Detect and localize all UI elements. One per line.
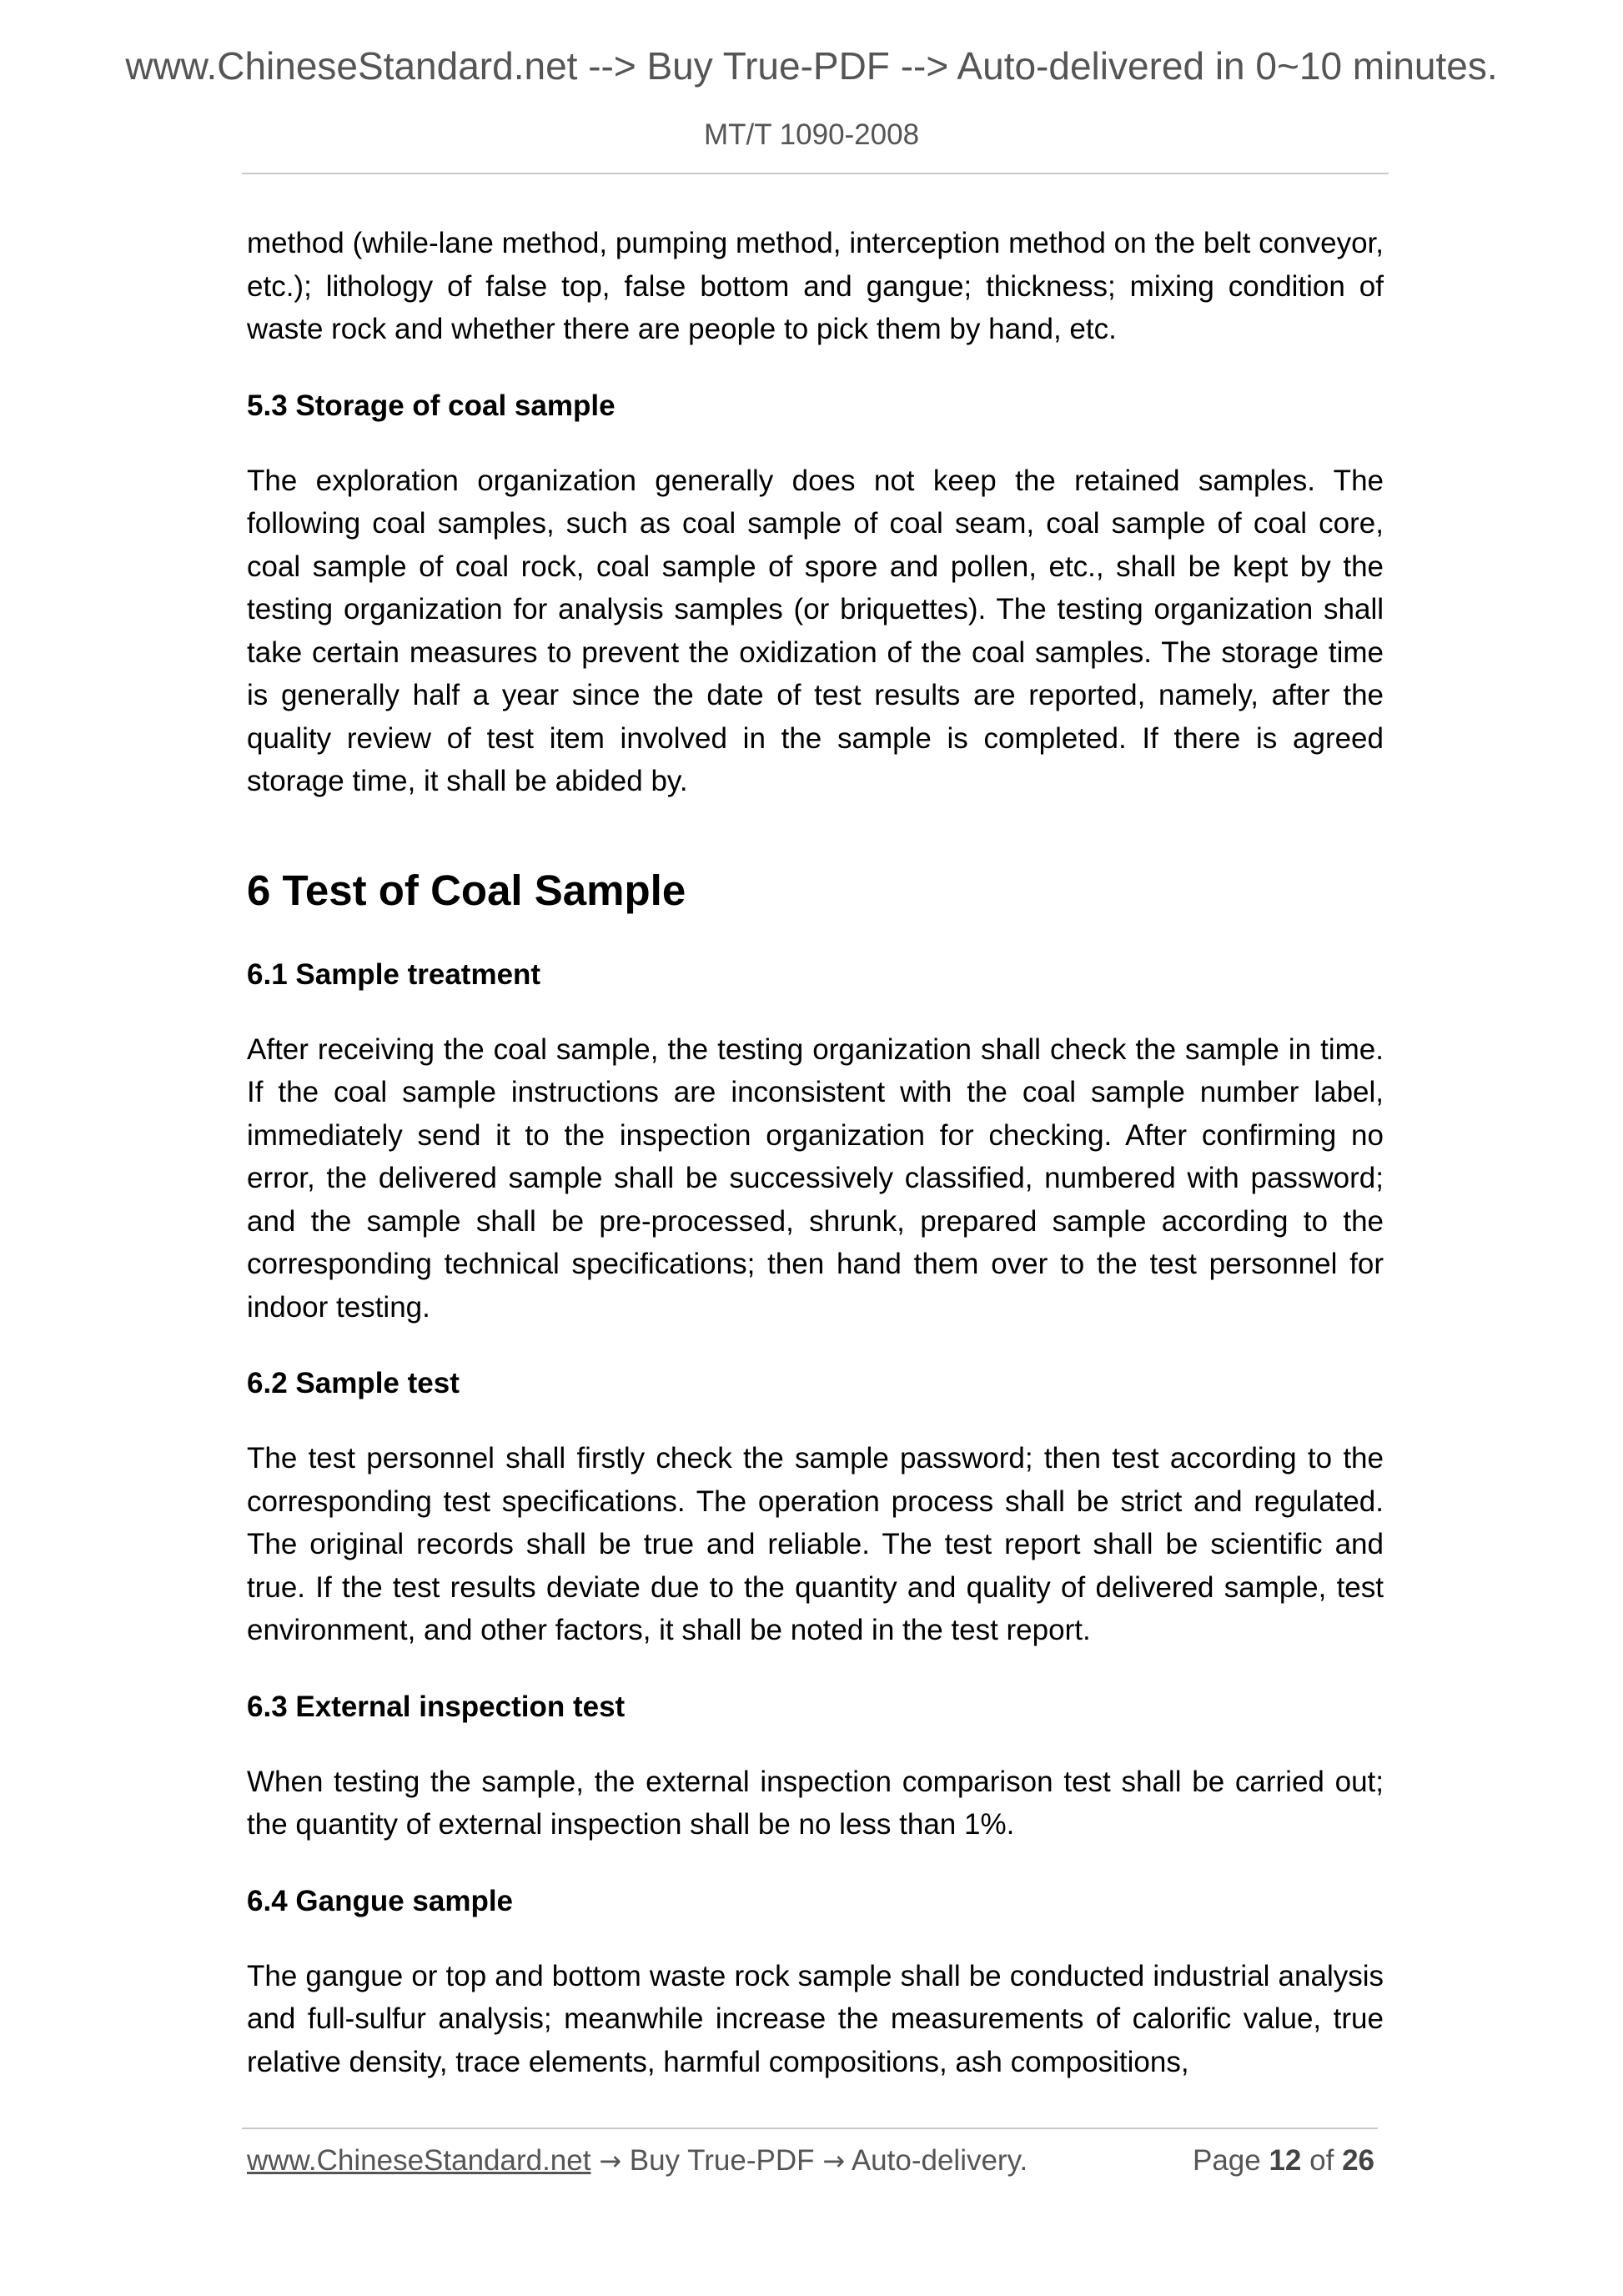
footer-divider <box>242 2128 1378 2129</box>
section-5-3-text: The exploration organization generally does not keep the retained samples. The following coal samples, such as coal sample of coal seam, coal sample of coal core, coal sample of coal rock, coal sample of spore and pollen, etc., shall be kept by the testing organization for analysis samples (or briquettes). The testing organization shall take certain measures to prevent the oxidization of the coal samples. The storage time is generally half a year since the date of test results are reported, namely, after the quality review of test item involved in the sample is completed. If there is agreed storage time, it shall be abided by. <box>247 464 1384 797</box>
page-word: Page <box>1192 2144 1261 2177</box>
section-6-1-text: After receiving the coal sample, the testing organization shall check the sample in time. If the coal sample instructions are inconsistent with the coal sample number label, immediately send it to the inspection organization for checking. After confirming no error, the delivered sample shall be successively classified, numbered with password; and the sample shall be pre-processed, shrunk, prepared sample according to the corresponding technical specifications; then hand them over to the test personnel for indoor testing. <box>247 1032 1384 1324</box>
section-6-2-heading: 6.2 Sample test <box>247 1367 460 1399</box>
page-indicator <box>1193 2144 1374 2178</box>
section-6-2-text: The test personnel shall firstly check the sample password; then test according to the corresponding test specifications. The operation process shall be strict and regulated. The original records shall be true and reliable. The test report shall be scientific and true. If the test results deviate due to the quantity and quality of delivered sample, test environment, and other factors, it shall be noted in the test report. <box>247 1442 1384 1646</box>
chapter-6-heading: 6 Test of Coal Sample <box>247 866 686 914</box>
of-word: of <box>1309 2144 1334 2177</box>
arrow-right-icon: → <box>599 2145 622 2177</box>
section-6-3-text: When testing the sample, the external inspection comparison test shall be carried out; the quantity of external inspection shall be no less than 1%. <box>247 1765 1384 1841</box>
section-6-3-heading: 6.3 External inspection test <box>247 1690 626 1723</box>
arrow-right-icon: → <box>822 2145 846 2177</box>
auto-delivery-text: Auto-delivery. <box>851 2144 1028 2177</box>
header-divider <box>242 173 1389 174</box>
section-6-4-heading: 6.4 Gangue sample <box>247 1884 514 1917</box>
site-link[interactable]: www.ChineseStandard.net <box>247 2144 591 2177</box>
section-6-4-text: The gangue or top and bottom waste rock sample shall be conducted industrial analysis and full-sulfur analysis; meanwhile increase the measurements of calorific value, true relative density, trace elements, harmful compositions, ash compositions, <box>247 1959 1384 2078</box>
site-banner: www.ChineseStandard.net --> Buy True-PDF --> Auto-delivered in 0~10 minutes. <box>125 44 1498 88</box>
page-total: 26 <box>1342 2144 1374 2177</box>
standard-code: MT/T 1090-2008 <box>703 118 920 151</box>
page-footer <box>247 2144 1378 2178</box>
document-body <box>247 222 1384 2083</box>
buy-pdf-text: Buy True-PDF <box>629 2144 815 2177</box>
section-6-1-heading: 6.1 Sample treatment <box>247 957 541 991</box>
page-number: 12 <box>1269 2144 1302 2177</box>
intro-paragraph: method (while-lane method, pumping method, interception method on the belt conveyor, etc.); lithology of false top, false bottom and gangue; thickness; mixing condition of waste rock and whether there are people to pick them by hand, etc. <box>247 227 1384 345</box>
section-5-3-heading: 5.3 Storage of coal sample <box>247 389 616 422</box>
